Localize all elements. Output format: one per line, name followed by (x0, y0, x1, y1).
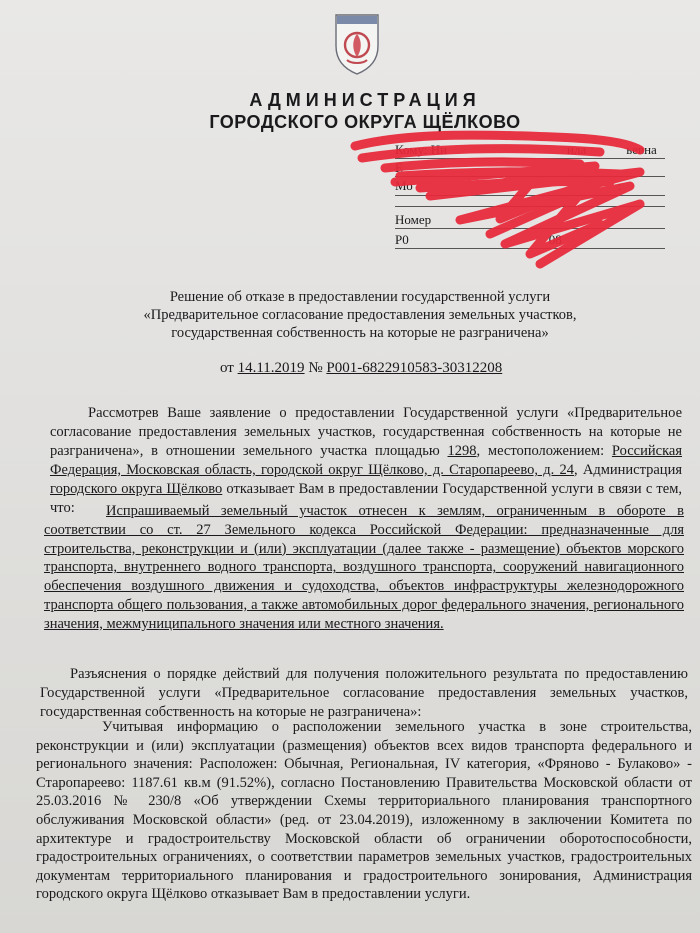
paragraph-explanation: Учитывая информацию о расположении земельного участка в зоне строительства, реконструкции и (или) эксплуатации (размещения) объектов всех видов транспорта федерального и регионального значения: Расположен: Обычная, Региональная, IV категория, «Фряново - Булаково» - Старопареево: 1187.61 кв.м (91.52%), согласно Постановлению Правительства Московской области от 25.03.2016 № 230/8 «Об утверждении Схемы территориального планирования транспортного обслуживания Московской области» (ред. от 23.04.2019), изложенному в заключении Комитета по архитектуре и градостроительству Московской области об ограничении оборотоспособности, градостроительных ограничениях, о соответствии параметров земельных участков, градостроительных документам территориального планирования и градостроительного зонирования, Администрация городского округа Щёлково отказывает Вам в предоставлении услуги. (36, 719, 692, 903)
addressee-line2: Е (395, 160, 403, 175)
decision-title: Решение об отказе в предоставлении государственной услуги «Предварительное согласование предоставления земельных участков, государственная собственность на которые не разграничена» (143, 289, 577, 341)
paragraph-explanation-heading: Разъяснения о порядке действий для получения положительного результата по предоставлению Государственной услуги «Предварительное согласование предоставления земельных участков, государственная собственность на которые не разграничена»: (40, 666, 688, 720)
paragraph-application: Рассмотрев Ваше заявление о предоставлении Государственной услуги «Предварительное согласование предоставления земельных участков, государственная собственность на которые не разграничена», в отношении земельного участка площадью 1298, местоположением: Российская Федерация, Московская область, городской округ Щёлково, д. Старопареево, д. 24, Администрация городского округа Щёлково отказывает Вам в предоставлении Государственной услуги в связи с тем, что: (50, 405, 683, 516)
addressee-to: Кому: Ни ила ьевна (395, 142, 657, 157)
decision-date-number: от 14.11.2019 № Р001-6822910583-30312208 (220, 360, 503, 376)
redaction-scribble (340, 124, 660, 274)
paragraph-reason: Испрашиваемый земельный участок отнесен к землям, ограниченным в обороте в соответствии со ст. 27 Земельного кодекса Российской Федерации: предназначенные для строительства, реконструкции и (или) эксплуатации (далее также - размещение) объектов морского транспорта, внутреннего водного транспорта, воздушного транспорта, сооружений навигационного обеспечения воздушного движения и судоходства, объектов инфраструктуры железнодорожного транспорта общего пользования, а также автомобильных дорог федерального значения, регионального значения, межмуниципального значения или местного значения. (44, 503, 684, 632)
header-district: ГОРОДСКОГО ОКРУГА ЩЁЛКОВО (209, 112, 521, 132)
decision-date: 14.11.2019 (237, 360, 305, 376)
decision-number: Р001-6822910583-30312208 (326, 360, 503, 376)
header-administration: АДМИНИСТРАЦИЯ (249, 90, 481, 110)
addressee-line3: Мо : (395, 178, 622, 193)
addressee-number-value: Р0 08 (395, 232, 562, 247)
coat-of-arms-icon (333, 12, 381, 76)
addressee-number-label: Номер (395, 212, 432, 227)
